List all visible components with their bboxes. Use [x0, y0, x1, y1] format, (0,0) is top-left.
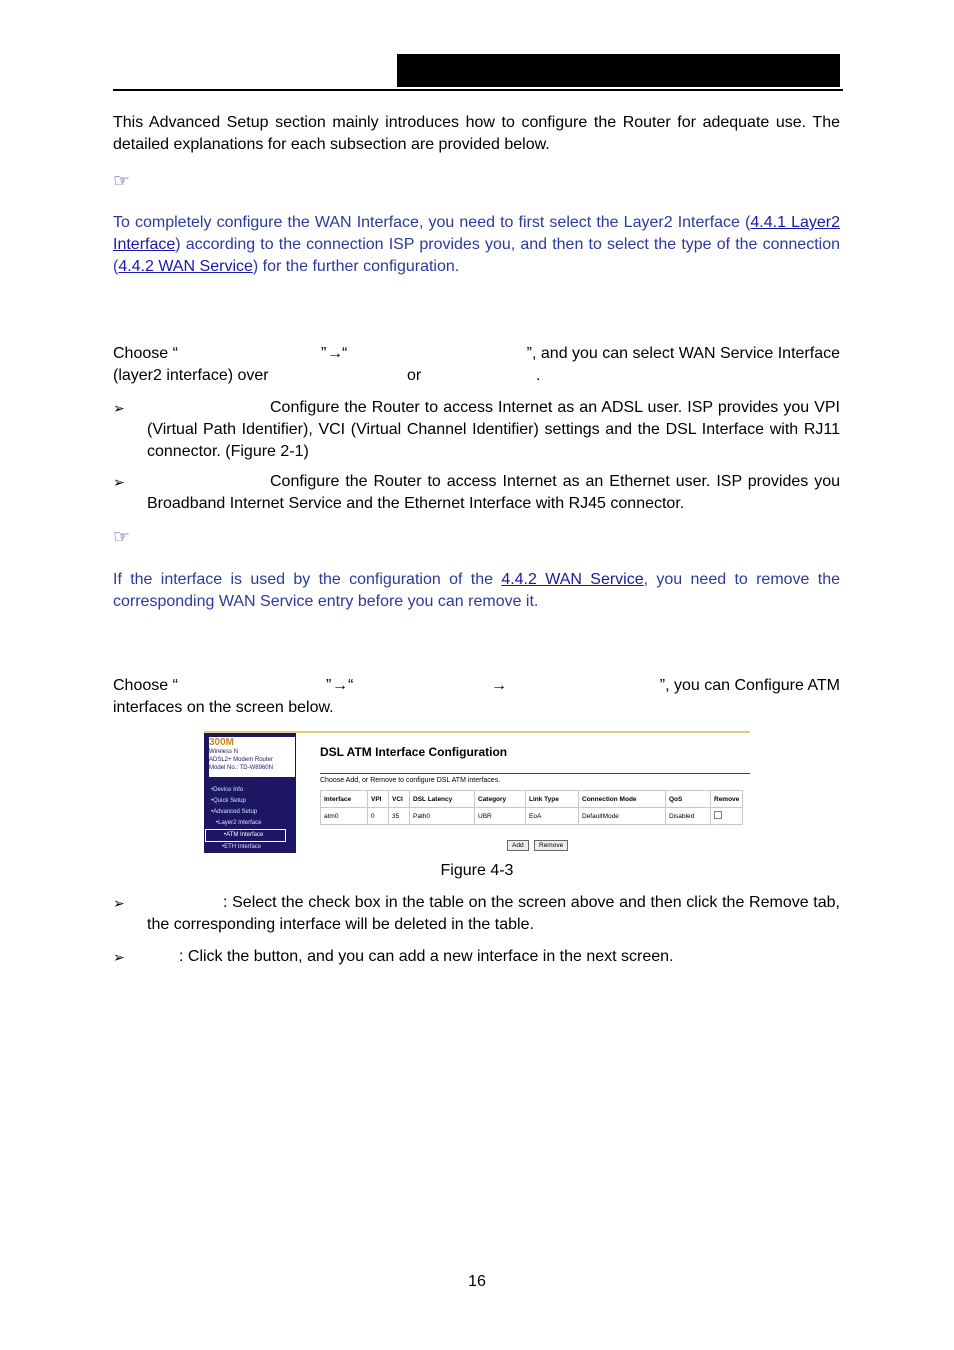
remove-checkbox[interactable] [714, 811, 722, 819]
note-text: ) according to the connection ISP provides you, and then to select the type of the connection ( [113, 236, 840, 275]
router-sidebar [204, 733, 296, 853]
choose-line-2: (layer2 interface) over or . [113, 367, 541, 384]
arrow-icon: → [332, 677, 348, 694]
choose-line-1: Choose “ ” → “ ”, and you can select WAN Service Interface [113, 343, 840, 365]
link-wan-service[interactable]: 4.4.2 WAN Service [501, 571, 644, 588]
header-rule [113, 89, 843, 91]
table-row: atm0 0 35 Path0 UBR EoA DefaultMode Disabled [321, 808, 743, 825]
note-remove-paragraph [113, 569, 840, 613]
table-header-row: Interface VPI VCI DSL Latency Category Link Type Connection Mode QoS Remove [321, 791, 743, 808]
bullet-arrow-icon: ➢ [113, 400, 125, 416]
bullet-arrow-icon: ➢ [113, 895, 125, 911]
note-text: ) for the further configuration. [252, 258, 460, 275]
router-content [307, 733, 750, 853]
title-rule [320, 773, 750, 774]
figure-caption: Figure 4-3 [440, 862, 514, 879]
choose-atm-line: Choose “ ” → “ → ”, you can Configure ATM [113, 675, 840, 697]
note-text: If the interface is used by the configuration of the [113, 571, 502, 588]
page-number: 16 [468, 1273, 486, 1290]
nav-atm-interface[interactable]: •ATM Interface [205, 829, 286, 842]
arrow-icon: → [491, 677, 507, 694]
config-title: DSL ATM Interface Configuration [320, 745, 508, 759]
nav-eth-interface[interactable]: •ETH Interface [222, 844, 262, 850]
nav-device-info[interactable]: •Device Info [211, 787, 244, 793]
note-text: , you need to remove the corresponding WAN Service entry before you can remove it. [113, 571, 841, 610]
remove-button[interactable]: Remove [534, 840, 568, 851]
intro-paragraph: This Advanced Setup section mainly introduces how to configure the Router for adequate use. The detailed explanations for each subsection are provided below. [113, 114, 840, 153]
arrow-icon: → [327, 345, 343, 362]
nav-quick-setup[interactable]: •Quick Setup [211, 798, 246, 804]
bullet-add: : Click the button, and you can add a new interface in the next screen. [179, 948, 674, 965]
router-brand: 300M Wireless N ADSL2+ Modem Router Model No.: TD-W8960N [209, 737, 295, 777]
bullet-arrow-icon: ➢ [113, 474, 125, 490]
config-description: Choose Add, or Remove to configure DSL ATM interfaces. [320, 777, 501, 784]
bullet-arrow-icon: ➢ [113, 949, 125, 965]
note-text: To completely configure the WAN Interface, you need to first select the Layer2 Interface ( [113, 214, 751, 231]
link-wan-service[interactable]: 4.4.2 WAN Service [118, 258, 253, 275]
bullet-ethernet: Configure the Router to access Internet as an Ethernet user. ISP provides you Broadband Internet Service and the Ethernet Interface with RJ45 connector. [147, 473, 840, 512]
nav-advanced-setup[interactable]: •Advanced Setup [211, 809, 258, 815]
link-layer2-interface[interactable]: 4.4.1 Layer2 Interface [113, 214, 841, 253]
header-bar [397, 54, 840, 87]
nav-layer2-interface[interactable]: •Layer2 Interface [216, 820, 262, 826]
atm-table [320, 790, 743, 825]
add-button[interactable]: Add [507, 840, 529, 851]
atm-config-screenshot [204, 731, 750, 853]
choose-atm-line-2: interfaces on the screen below. [113, 699, 334, 716]
router-nav [204, 785, 296, 853]
note-hand-icon: ☞ [113, 527, 131, 548]
bullet-adsl: Configure the Router to access Internet as an ADSL user. ISP provides you VPI (Virtual Path Identifier), VCI (Virtual Channel Identifier) settings and the DSL Interface with RJ11 connector. (Figure 2-1) [147, 399, 840, 460]
note-hand-icon: ☞ [113, 171, 131, 192]
note-wan-paragraph [113, 212, 840, 278]
bullet-remove: : Select the check box in the table on the screen above and then click the Remove tab, the corresponding interface will be deleted in the table. [147, 894, 840, 933]
